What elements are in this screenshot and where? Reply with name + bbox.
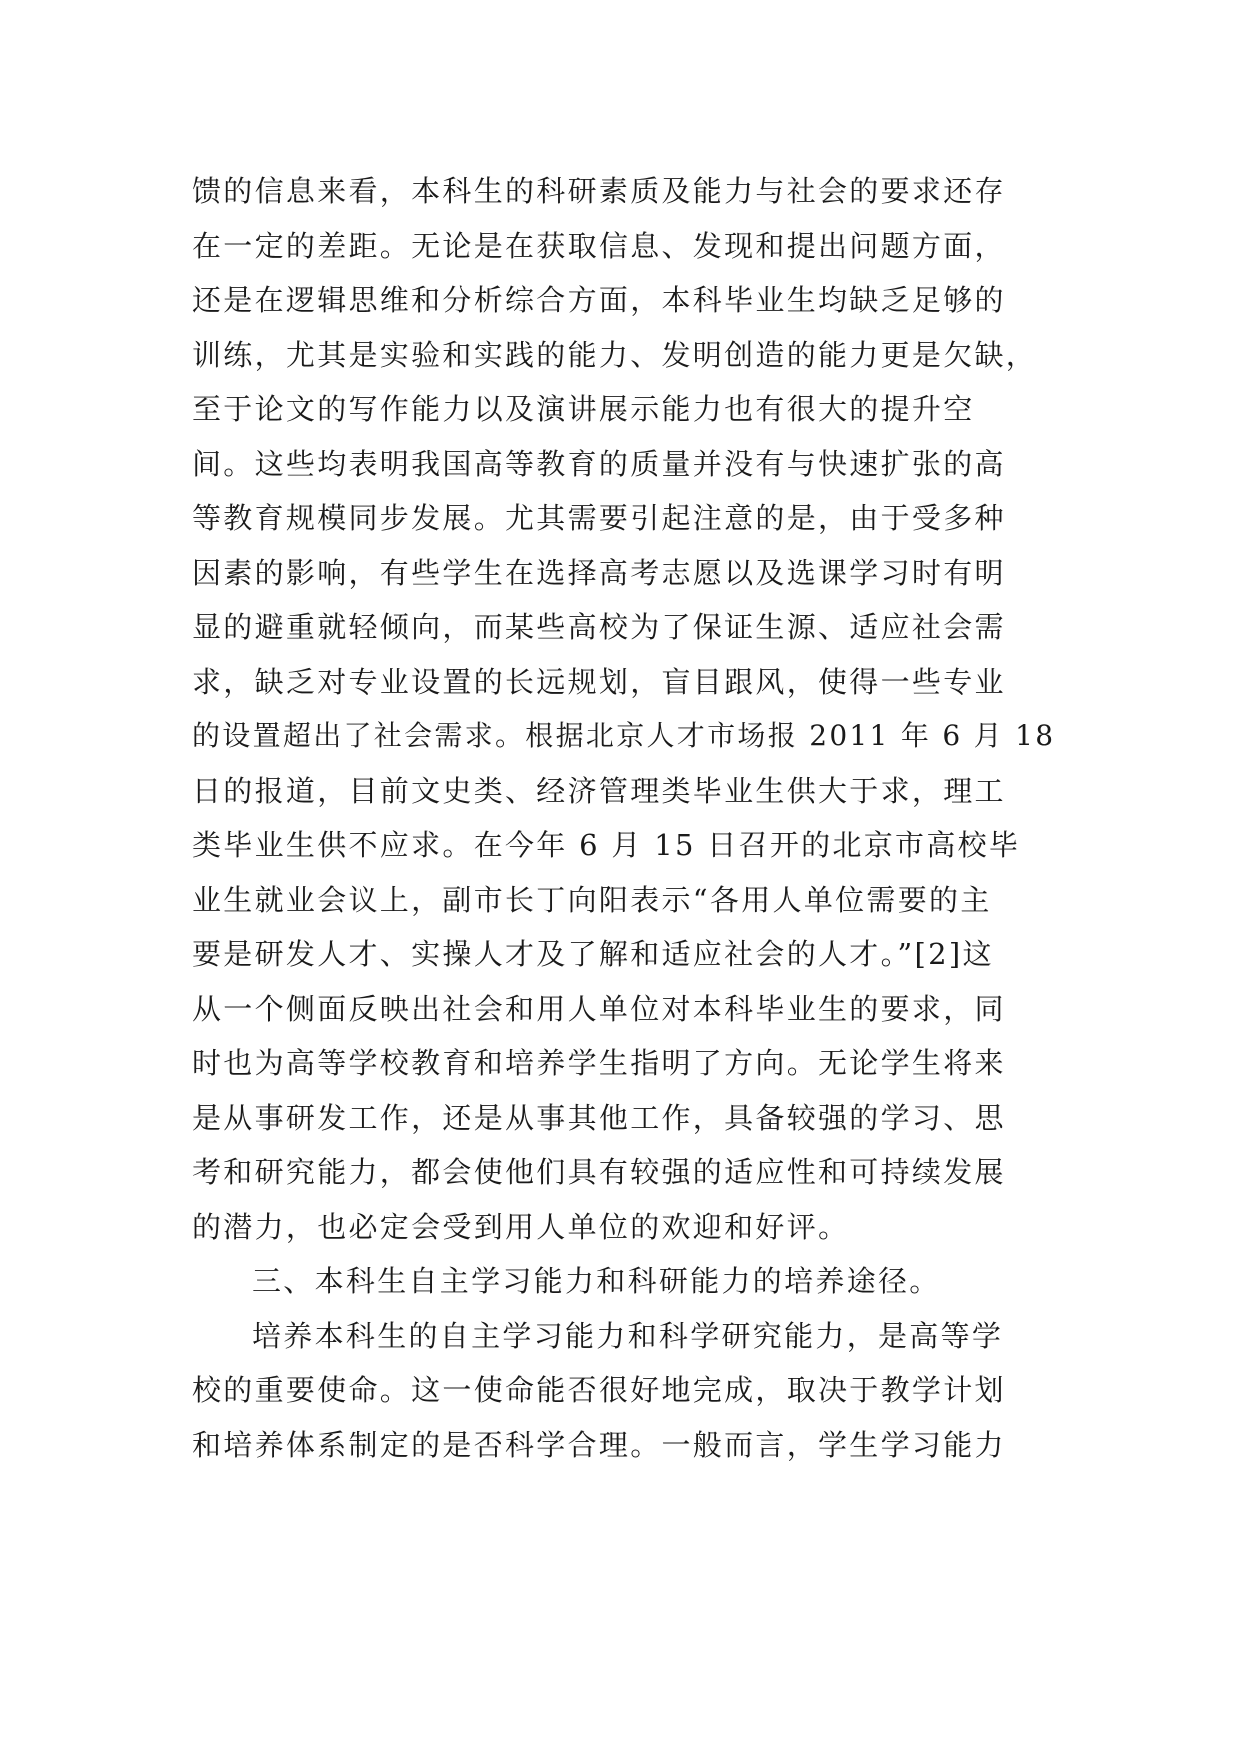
text-line: 在一定的差距。无论是在获取信息、发现和提出问题方面， (192, 228, 1006, 263)
text-line: 训练，尤其是实验和实践的能力、发明创造的能力更是欠缺， (192, 337, 1038, 372)
text-line: 时也为高等学校教育和培养学生指明了方向。无论学生将来 (192, 1046, 1006, 1080)
paragraph-first-line: 培养本科生的自主学习能力和科学研究能力，是高等学 (252, 1318, 1004, 1353)
text-line: 间。这些均表明我国高等教育的质量并没有与快速扩张的高 (192, 446, 1006, 481)
text-line: 至于论文的写作能力以及演讲展示能力也有很大的提升空 (192, 392, 975, 426)
text-line: 从一个侧面反映出社会和用人单位对本科毕业生的要求，同 (192, 991, 1006, 1026)
text-line: 的设置超出了社会需求。根据北京人才市场报 2011 年 6 月 18 (192, 719, 1056, 752)
text-line: 校的重要使命。这一使命能否很好地完成，取决于教学计划 (192, 1373, 1006, 1407)
text-line: 显的避重就轻倾向，而某些高校为了保证生源、适应社会需 (192, 610, 1006, 644)
text-line: 类毕业生供不应求。在今年 6 月 15 日召开的北京市高校毕 (192, 828, 1021, 862)
paragraph-first-line: 三、本科生自主学习能力和科研能力的培养途径。 (252, 1264, 941, 1298)
text-line: 和培养体系制定的是否科学合理。一般而言，学生学习能力 (192, 1427, 1006, 1462)
text-line: 还是在逻辑思维和分析综合方面，本科毕业生均缺乏足够的 (192, 283, 1006, 317)
text-line: 的潜力，也必定会受到用人单位的欢迎和好评。 (192, 1209, 850, 1244)
text-line: 馈的信息来看，本科生的科研素质及能力与社会的要求还存 (192, 174, 1006, 208)
text-line: 是从事研发工作，还是从事其他工作，具备较强的学习、思 (192, 1100, 1006, 1135)
text-line: 求，缺乏对专业设置的长远规划，盲目跟风，使得一些专业 (192, 664, 1006, 699)
text-line: 业生就业会议上，副市长丁向阳表示“各用人单位需要的主 (192, 882, 992, 917)
text-line: 要是研发人才、实操人才及了解和适应社会的人才。”[2]这 (192, 937, 994, 971)
text-line: 等教育规模同步发展。尤其需要引起注意的是，由于受多种 (192, 501, 1006, 535)
text-line: 考和研究能力，都会使他们具有较强的适应性和可持续发展 (192, 1155, 1006, 1189)
text-line: 日的报道，目前文史类、经济管理类毕业生供大于求，理工 (192, 773, 1006, 808)
text-line: 因素的影响，有些学生在选择高考志愿以及选课学习时有明 (192, 555, 1006, 590)
body-text (192, 164, 1056, 1472)
